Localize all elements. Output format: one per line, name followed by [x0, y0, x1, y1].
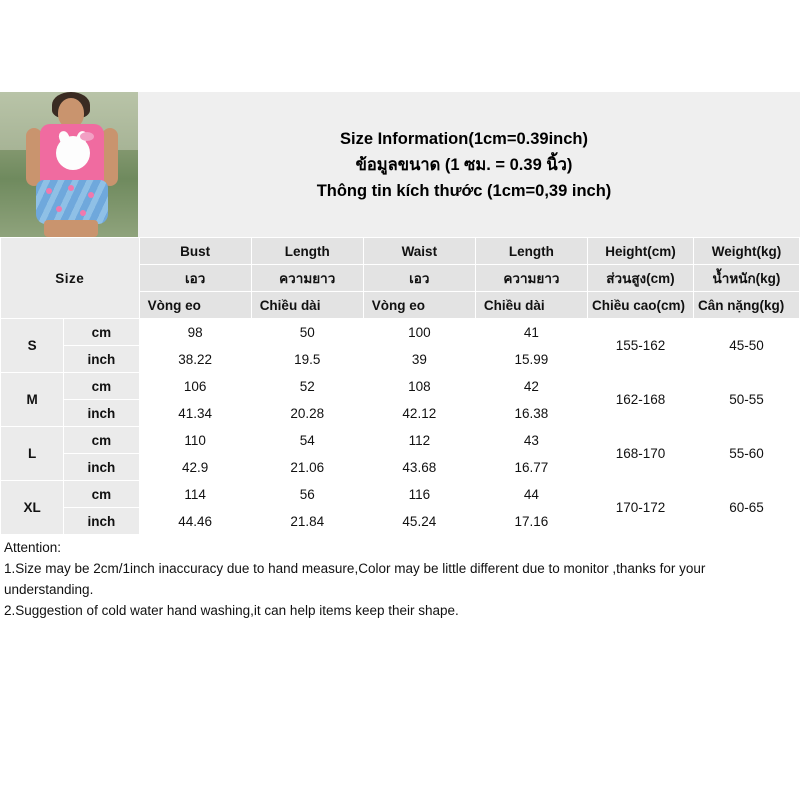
photo-legs [44, 220, 98, 237]
cell-waist-cm: 108 [363, 373, 475, 400]
col-header-bust-th: เอว [139, 265, 251, 292]
cell-height: 168-170 [587, 427, 693, 481]
cell-waist-cm: 100 [363, 319, 475, 346]
cell-bust-inch: 38.22 [139, 346, 251, 373]
size-label-m: M [1, 373, 64, 427]
cell-waist-inch: 39 [363, 346, 475, 373]
cell-length1-cm: 50 [251, 319, 363, 346]
unit-inch: inch [64, 400, 139, 427]
unit-cm: cm [64, 481, 139, 508]
col-header-length1-th: ความยาว [251, 265, 363, 292]
bow-icon [80, 132, 94, 141]
cell-bust-cm: 110 [139, 427, 251, 454]
cell-waist-inch: 42.12 [363, 400, 475, 427]
col-header-waist-vi: Vòng eo [363, 292, 475, 319]
cell-weight: 45-50 [693, 319, 799, 373]
cell-length1-inch: 21.06 [251, 454, 363, 481]
photo-dot [88, 192, 94, 198]
cell-bust-inch: 44.46 [139, 508, 251, 535]
attention-line-1: 1.Size may be 2cm/1inch inaccuracy due to hand measure,Color may be little different due to monitor ,thanks for your [4, 561, 706, 576]
unit-cm: cm [64, 319, 139, 346]
cell-bust-inch: 41.34 [139, 400, 251, 427]
col-header-length1-en: Length [251, 238, 363, 265]
table-row [1, 319, 800, 346]
col-header-waist-th: เอว [363, 265, 475, 292]
cell-height: 155-162 [587, 319, 693, 373]
table-row [1, 427, 800, 454]
header-band [0, 92, 800, 237]
table-row [1, 481, 800, 508]
cell-length1-inch: 19.5 [251, 346, 363, 373]
title-vi: Thông tin kích thước (1cm=0,39 inch) [316, 181, 612, 200]
photo-arm-right [102, 128, 118, 186]
cell-waist-cm: 112 [363, 427, 475, 454]
col-header-weight-vi: Cân nặng(kg) [693, 292, 799, 319]
attention-line-1-cont: understanding. [4, 582, 94, 597]
cell-length2-cm: 44 [475, 481, 587, 508]
col-header-bust-en: Bust [139, 238, 251, 265]
cell-waist-inch: 43.68 [363, 454, 475, 481]
cell-weight: 55-60 [693, 427, 799, 481]
cat-print-icon [56, 136, 90, 170]
table-row [1, 373, 800, 400]
unit-inch: inch [64, 508, 139, 535]
cell-length2-inch: 16.38 [475, 400, 587, 427]
cell-bust-cm: 106 [139, 373, 251, 400]
cell-weight: 50-55 [693, 373, 799, 427]
cell-height: 170-172 [587, 481, 693, 535]
cell-length2-inch: 17.16 [475, 508, 587, 535]
cell-bust-cm: 114 [139, 481, 251, 508]
col-header-length2-th: ความยาว [475, 265, 587, 292]
table-header-row-en [1, 238, 800, 265]
attention-line-2: 2.Suggestion of cold water hand washing,it can help items keep their shape. [4, 603, 459, 618]
photo-dot [56, 206, 62, 212]
photo-dot [46, 188, 52, 194]
cell-bust-cm: 98 [139, 319, 251, 346]
size-label-l: L [1, 427, 64, 481]
photo-shorts [36, 180, 108, 224]
unit-inch: inch [64, 454, 139, 481]
col-header-length2-en: Length [475, 238, 587, 265]
cell-waist-inch: 45.24 [363, 508, 475, 535]
col-header-weight-en: Weight(kg) [693, 238, 799, 265]
attention-title: Attention: [4, 540, 62, 555]
size-chart-page [0, 92, 800, 627]
cell-length1-cm: 56 [251, 481, 363, 508]
cell-length2-inch: 16.77 [475, 454, 587, 481]
cell-length2-cm: 42 [475, 373, 587, 400]
product-photo [0, 92, 138, 237]
photo-dot [80, 210, 86, 216]
size-label-s: S [1, 319, 64, 373]
cell-weight: 60-65 [693, 481, 799, 535]
header-title-block [138, 92, 800, 237]
cell-length1-inch: 20.28 [251, 400, 363, 427]
size-label-xl: XL [1, 481, 64, 535]
photo-dot [68, 185, 74, 191]
col-header-height-th: ส่วนสูง(cm) [587, 265, 693, 292]
cell-length2-cm: 41 [475, 319, 587, 346]
col-header-weight-th: น้ำหนัก(kg) [693, 265, 799, 292]
col-header-height-en: Height(cm) [587, 238, 693, 265]
cell-bust-inch: 42.9 [139, 454, 251, 481]
col-header-length1-vi: Chiều dài [251, 292, 363, 319]
title-en: Size Information(1cm=0.39inch) [339, 129, 589, 148]
cell-length2-inch: 15.99 [475, 346, 587, 373]
col-header-length2-vi: Chiều dài [475, 292, 587, 319]
cell-length2-cm: 43 [475, 427, 587, 454]
cell-waist-cm: 116 [363, 481, 475, 508]
cell-height: 162-168 [587, 373, 693, 427]
size-word-cell: Size [1, 238, 140, 319]
col-header-height-vi: Chiều cao(cm) [587, 292, 693, 319]
col-header-bust-vi: Vòng eo [139, 292, 251, 319]
cell-length1-cm: 54 [251, 427, 363, 454]
size-table [0, 237, 800, 535]
unit-cm: cm [64, 373, 139, 400]
col-header-waist-en: Waist [363, 238, 475, 265]
cell-length1-cm: 52 [251, 373, 363, 400]
unit-cm: cm [64, 427, 139, 454]
cell-length1-inch: 21.84 [251, 508, 363, 535]
title-th: ข้อมูลขนาด (1 ซม. = 0.39 นิ้ว) [355, 155, 573, 174]
unit-inch: inch [64, 346, 139, 373]
attention-block [0, 535, 800, 627]
